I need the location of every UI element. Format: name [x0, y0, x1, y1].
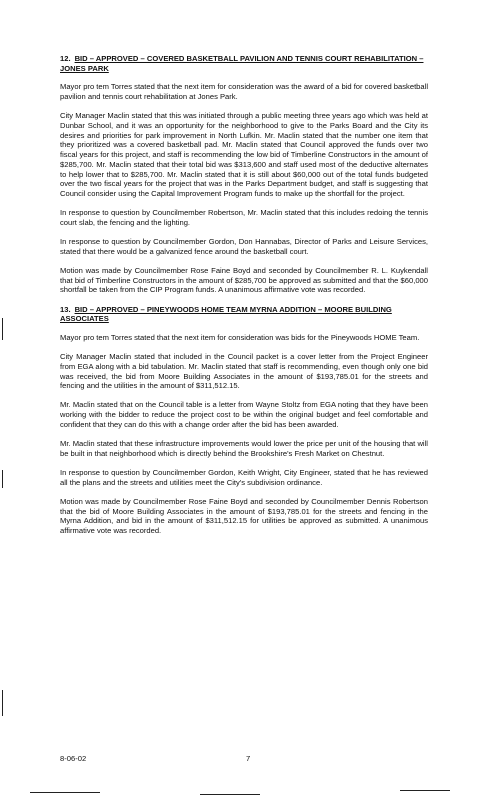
section-12	[60, 54, 428, 295]
minutes-body	[60, 54, 428, 545]
scan-mark	[400, 790, 450, 791]
scan-mark	[200, 794, 260, 795]
section-number: 12.	[60, 54, 71, 63]
section-heading	[60, 305, 428, 324]
paragraph: Mayor pro tem Torres stated that the next item for consideration was the award of a bid for covered basketball pavilion and tennis court rehabilitation at Jones Park.	[60, 82, 428, 102]
scan-mark	[2, 318, 3, 340]
paragraph: Mayor pro tem Torres stated that the next item for consideration was bids for the Pineywoods HOME Team.	[60, 332, 420, 342]
paragraph: Motion was made by Councilmember Rose Faine Boyd and seconded by Councilmember Dennis Robertson that the bid of Moore Building Associates in the amount of $193,785.01 for the streets and fencing in the Myrna Addition, and bid in the amount of $311,512.15 for utilities be approved as submitted. A unanimous affirmative vote was recorded.	[60, 496, 428, 536]
paragraph: In response to question by Councilmember Gordon, Keith Wright, City Engineer, stated that he has reviewed all the plans and the streets and utilities meet the City's subdivision ordinance.	[60, 468, 428, 487]
page-number: 7	[246, 754, 251, 763]
footer-date: 8-06-02	[60, 754, 87, 763]
section-number: 13.	[60, 304, 71, 314]
section-title: BID – APPROVED – PINEYWOODS HOME TEAM MYRNA ADDITION – MOORE BUILDING ASSOCIATES	[60, 304, 392, 324]
section-13	[60, 305, 428, 536]
paragraph: In response to question by Councilmember Gordon, Don Hannabas, Director of Parks and Leisure Services, stated that there would be a galvanized fence around the basketball court.	[60, 237, 428, 256]
paragraph: In response to question by Councilmember Robertson, Mr. Maclin stated that this includes redoing the tennis court slab, the fencing and the lighting.	[60, 208, 428, 227]
paragraph: City Manager Maclin stated that included in the Council packet is a cover letter from the Project Engineer from EGA along with a bid tabulation. Mr. Maclin stated that staff is recommending, even though only one bid was received, the bid from Moore Building Associates in the amount of $193,785.01 for the streets and fencing and the utilities in the amount of $311,512.15.	[60, 352, 428, 391]
scan-mark	[2, 470, 3, 488]
section-heading	[60, 54, 428, 73]
scan-mark	[2, 690, 3, 716]
paragraph: Motion was made by Councilmember Rose Faine Boyd and seconded by Councilmember R. L. Kuykendall that bid of Timberline Constructors in the amount of $285,700 be approved as submitted and that the $60,000 shortfall be taken from the CIP Program funds. A unanimous affirmative vote was recorded.	[60, 265, 428, 295]
scan-mark	[30, 792, 100, 793]
paragraph: Mr. Maclin stated that these infrastructure improvements would lower the price per unit of the housing that will be built in that neighborhood which is directly behind the Brookshire's Fresh Market on Chestnut.	[60, 439, 428, 458]
section-title: BID – APPROVED – COVERED BASKETBALL PAVILION AND TENNIS COURT REHABILITATION – JONES PARK	[60, 54, 424, 73]
paragraph: Mr. Maclin stated that on the Council table is a letter from Wayne Stoltz from EGA noting that they have been working with the bidder to reduce the project cost to be within the original budget and feel comfortable and confident that they can do this with a change order after the bid has been awarded.	[60, 400, 428, 429]
paragraph: City Manager Maclin stated that this was initiated through a public meeting three years ago which was held at Dunbar School, and it was an opportunity for the neighborhood to give to the Parks Board and the City its desires and priorities for park improvement in North Lufkin. Mr. Maclin stated that the number one item that they prioritized was a covered basketball pad. Mr. Maclin stated that Council approved the funds over two fiscal years for this project, and staff is recommending the low bid of Timberline Constructors in the amount of $285,700. Mr. Maclin stated that their total bid was $313,600 and staff used most of the deductive alternates to help lower that to $285,700. Mr. Maclin stated that it is still about $60,000 out of the total funds budgeted over the two fiscal years for the project that was in the Parks Department budget, and staff is suggesting that Council consider using the Capital Improvement Program funds to make up the shortfall for the project.	[60, 111, 428, 198]
